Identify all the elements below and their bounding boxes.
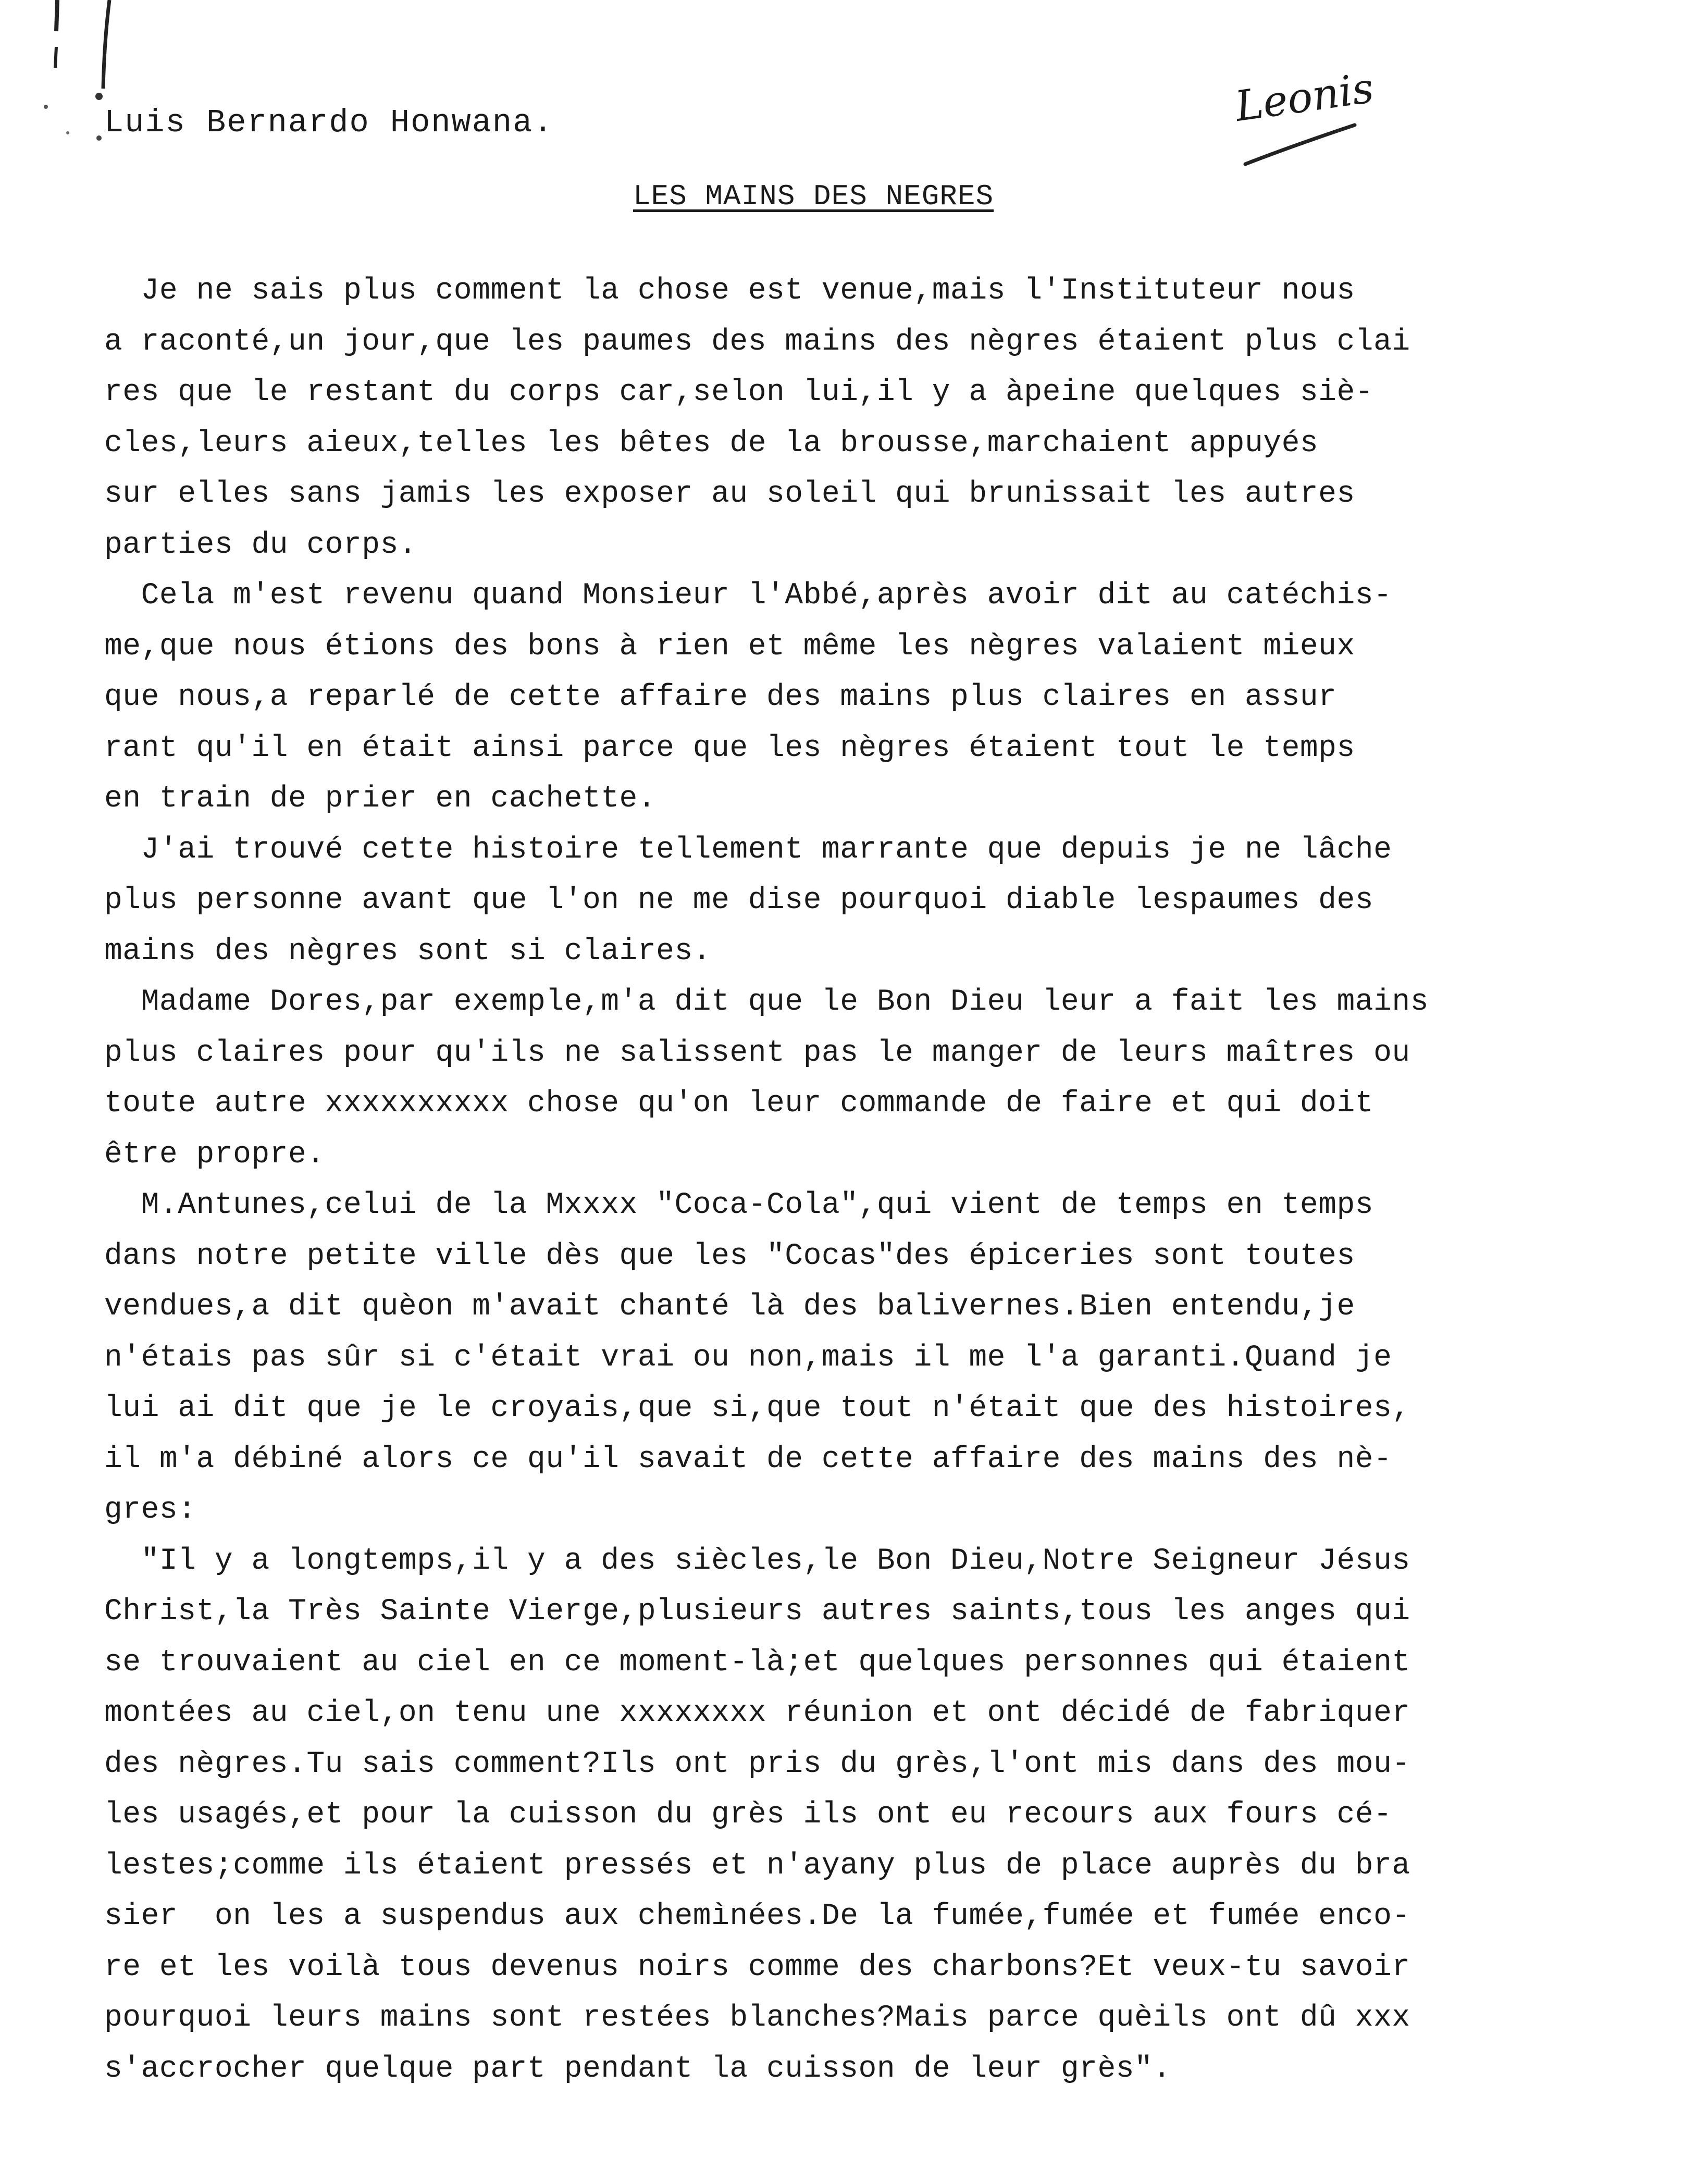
text-line: se trouvaient au ciel en ce moment-là;et quelques personnes qui étaient — [104, 1645, 1410, 1680]
text-line: toute autre xxxxxxxxxx chose qu'on leur commande de faire et qui doit — [104, 1087, 1374, 1121]
body-text — [104, 266, 1511, 2094]
text-line: s'accrocher quelque part pendant la cuisson de leur grès". — [104, 2052, 1171, 2086]
margin-marks — [31, 0, 115, 167]
text-line: gres: — [104, 1493, 196, 1527]
signature — [1214, 57, 1377, 177]
text-line: des nègres.Tu sais comment?Ils ont pris du grès,l'ont mis dans des mou- — [104, 1747, 1410, 1781]
signature-text: Leonis — [1232, 63, 1377, 131]
signature-stroke — [1214, 57, 1370, 177]
document-title: LES MAINS DES NEGRES — [633, 180, 994, 213]
text-line: rant qu'il en était ainsi parce que les nègres étaient tout le temps — [104, 731, 1355, 765]
text-line: lestes;comme ils étaient pressés et n'ayany plus de place auprès du bra — [104, 1848, 1410, 1883]
text-line: en train de prier en cachette. — [104, 782, 657, 816]
text-line: Cela m'est revenu quand Monsieur l'Abbé,après avoir dit au catéchis- — [104, 579, 1392, 613]
text-line: mains des nègres sont si claires. — [104, 934, 712, 969]
text-line: pourquoi leurs mains sont restées blanches?Mais parce quèils ont dû xxx — [104, 2001, 1410, 2035]
text-line: cles,leurs aieux,telles les bêtes de la brousse,marchaient appuyés — [104, 426, 1319, 461]
text-line: n'étais pas sûr si c'était vrai ou non,mais il me l'a garanti.Quand je — [104, 1341, 1392, 1375]
text-line: vendues,a dit quèon m'avait chanté là des balivernes.Bien entendu,je — [104, 1290, 1355, 1324]
text-line: Je ne sais plus comment la chose est venue,mais l'Instituteur nous — [104, 274, 1355, 308]
text-line: plus claires pour qu'ils ne salissent pas le manger de leurs maîtres ou — [104, 1036, 1410, 1070]
text-line: a raconté,un jour,que les paumes des mains des nègres étaient plus clai — [104, 325, 1410, 359]
text-line: "Il y a longtemps,il y a des siècles,le Bon Dieu,Notre Seigneur Jésus — [104, 1544, 1410, 1578]
author-name: Luis Bernardo Honwana. — [104, 104, 554, 141]
text-line: Madame Dores,par exemple,m'a dit que le Bon Dieu leur a fait les mains — [104, 985, 1429, 1019]
text-line: sier on les a suspendus aux chemìnées.De la fumée,fumée et fumée enco- — [104, 1900, 1410, 1933]
text-line: res que le restant du corps car,selon lui,il y a àpeine quelques siè- — [104, 376, 1374, 409]
text-line: lui ai dit que je le croyais,que si,que tout n'était que des histoires, — [104, 1392, 1410, 1425]
text-line: re et les voilà tous devenus noirs comme des charbons?Et veux-tu savoir — [104, 1950, 1410, 1984]
text-line: sur elles sans jamis les exposer au soleil qui brunissait les autres — [104, 477, 1355, 511]
text-line: dans notre petite ville dès que les "Cocas"des épiceries sont toutes — [104, 1239, 1355, 1273]
text-line: être propre. — [104, 1137, 325, 1172]
text-line: plus personne avant que l'on ne me dise pourquoi diable lespaumes des — [104, 884, 1374, 917]
text-line: me,que nous étions des bons à rien et même les nègres valaient mieux — [104, 629, 1355, 664]
text-line: que nous,a reparlé de cette affaire des mains plus claires en assur — [104, 680, 1337, 714]
text-line: parties du corps. — [104, 528, 417, 562]
text-line: Christ,la Très Sainte Vierge,plusieurs autres saints,tous les anges qui — [104, 1595, 1410, 1629]
text-line: J'ai trouvé cette histoire tellement marrante que depuis je ne lâche — [104, 833, 1392, 867]
text-line: montées au ciel,on tenu une xxxxxxxx réunion et ont décidé de fabriquer — [104, 1696, 1410, 1730]
text-line: il m'a débiné alors ce qu'il savait de cette affaire des mains des nè- — [104, 1442, 1392, 1476]
text-line: M.Antunes,celui de la Mxxxx "Coca-Cola",qui vient de temps en temps — [104, 1188, 1374, 1222]
text-line: les usagés,et pour la cuisson du grès ils ont eu recours aux fours cé- — [104, 1798, 1392, 1832]
